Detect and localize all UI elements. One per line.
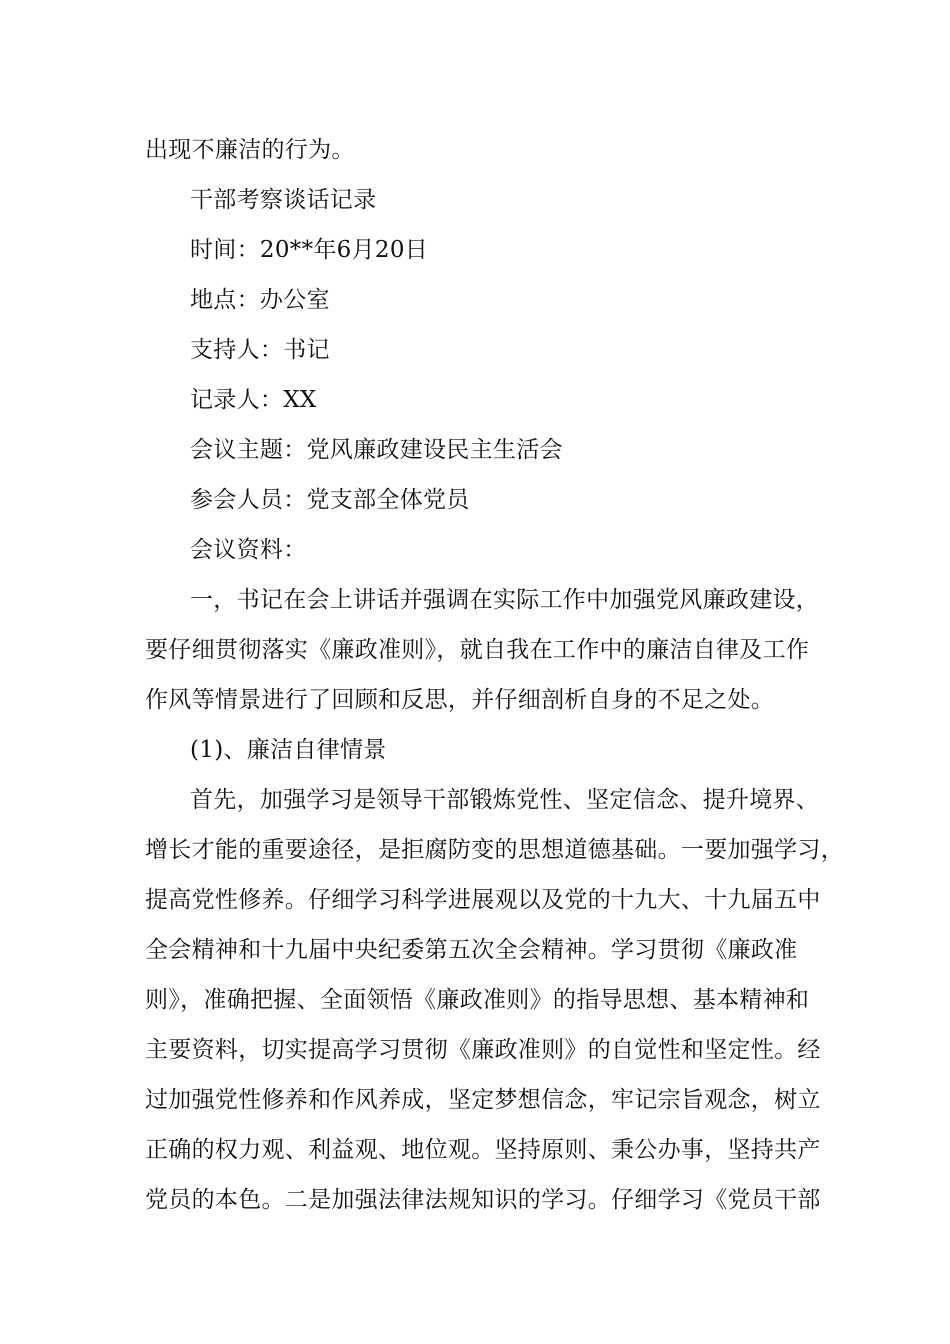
paragraph-line: 过加强党性修养和作风养成，坚定梦想信念，牢记宗旨观念，树立 — [145, 1087, 821, 1113]
meeting-materials-label: 会议资料： — [190, 537, 307, 563]
meeting-time: 时间：20**年6月20日 — [190, 237, 429, 263]
meeting-location: 地点：办公室 — [190, 287, 330, 313]
subsection-title: (1)、廉洁自律情景 — [190, 737, 387, 763]
meeting-recorder: 记录人：XX — [190, 387, 317, 413]
paragraph-line: 一，书记在会上讲话并强调在实际工作中加强党风廉政建设， — [190, 587, 820, 613]
paragraph-continuation: 出现不廉洁的行为。 — [145, 137, 355, 163]
paragraph-line: 全会精神和十九届中央纪委第五次全会精神。学习贯彻《廉政准 — [145, 937, 798, 963]
paragraph-line: 则》，准确把握、全面领悟《廉政准则》的指导思想、基本精神和 — [145, 987, 810, 1013]
paragraph-line: 党员的本色。二是加强法律法规知识的学习。仔细学习《党员干部 — [145, 1187, 821, 1213]
meeting-host: 支持人：书记 — [190, 337, 330, 363]
paragraph-line: 作风等情景进行了回顾和反思，并仔细剖析自身的不足之处。 — [145, 687, 775, 713]
paragraph-line: 增长才能的重要途径，是拒腐防变的思想道德基础。一要加强学习， — [145, 837, 844, 863]
paragraph-line: 正确的权力观、利益观、地位观。坚持原则、秉公办事，坚持共产 — [145, 1137, 821, 1163]
meeting-topic: 会议主题：党风廉政建设民主生活会 — [190, 437, 563, 463]
section-title: 干部考察谈话记录 — [190, 187, 377, 213]
paragraph-line: 主要资料，切实提高学习贯彻《廉政准则》的自觉性和坚定性。经 — [145, 1037, 821, 1063]
paragraph-line: 要仔细贯彻落实《廉政准则》，就自我在工作中的廉洁自律及工作 — [145, 637, 810, 663]
paragraph-line: 提高党性修养。仔细学习科学进展观以及党的十九大、十九届五中 — [145, 887, 821, 913]
meeting-attendees: 参会人员：党支部全体党员 — [190, 487, 470, 513]
paragraph-line: 首先，加强学习是领导干部锻炼党性、坚定信念、提升境界、 — [190, 787, 820, 813]
